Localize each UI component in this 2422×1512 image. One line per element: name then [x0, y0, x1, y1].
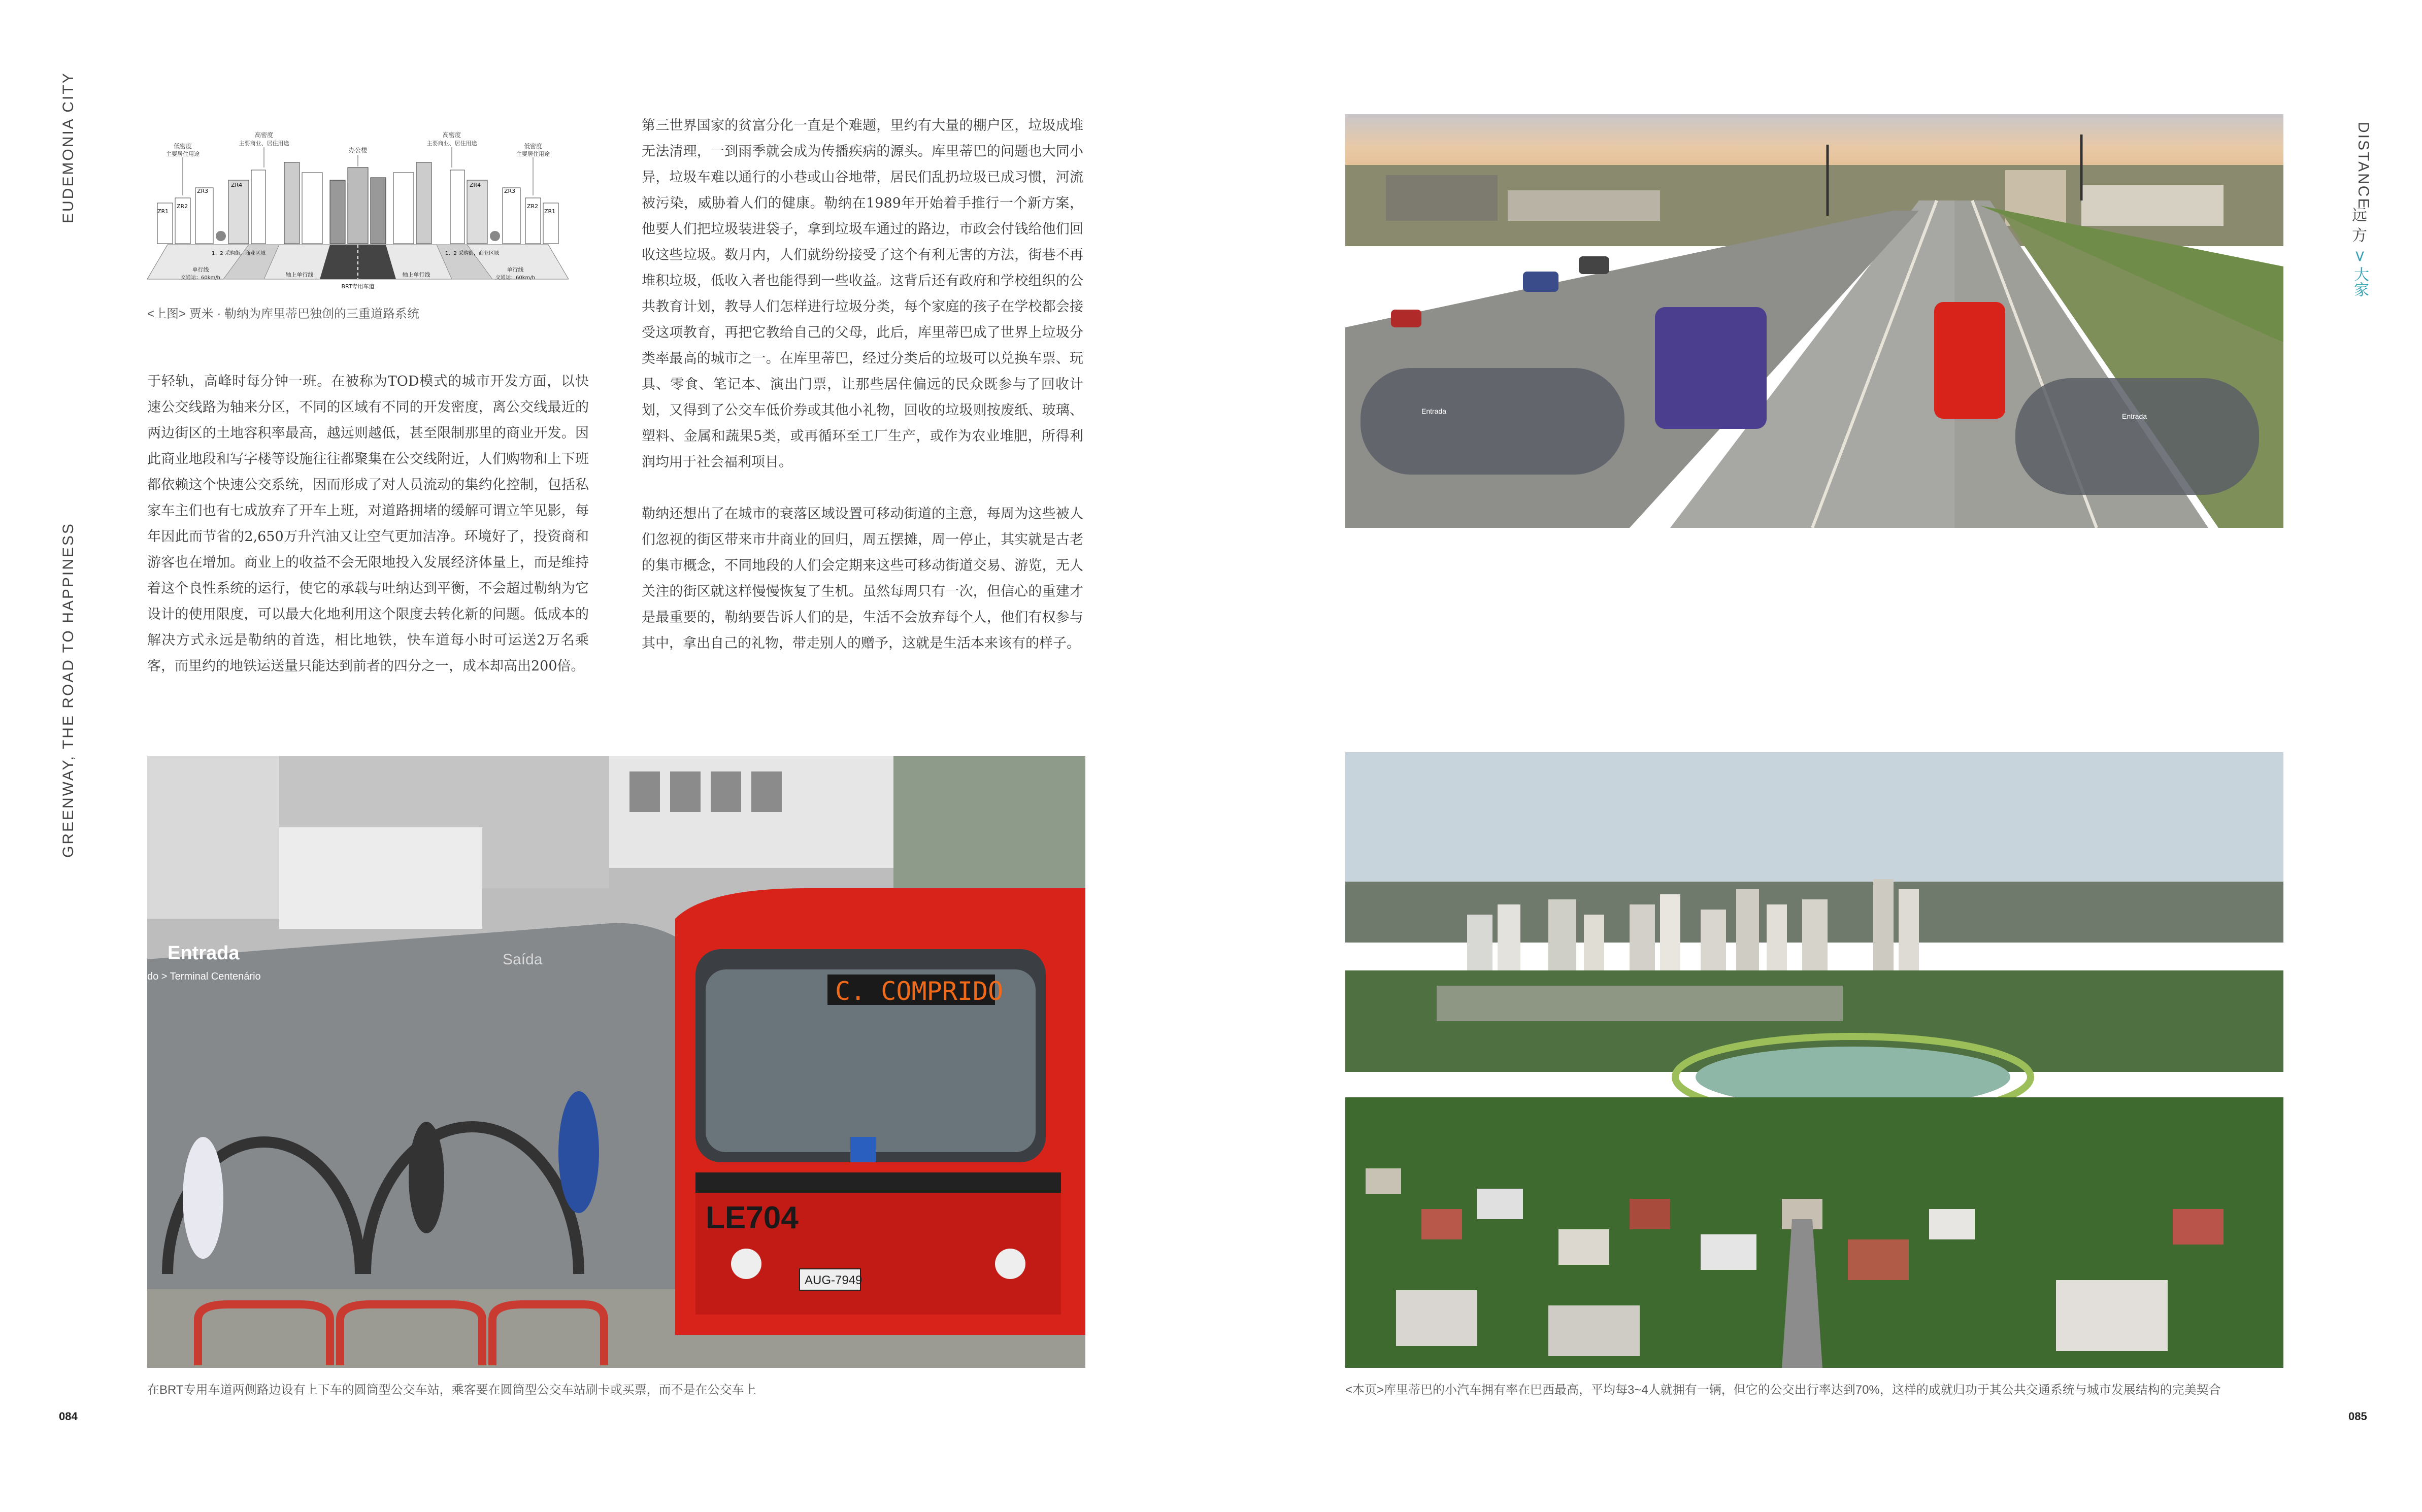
- label-lane-left-2: 轴上单行线: [285, 272, 314, 278]
- zone-zr4-left: ZR4: [231, 182, 243, 188]
- middle-column-paragraph-2: 勒纳还想出了在城市的衰落区域设置可移动街道的主意，每周为这些被人们忽视的街区带来市井商业的回归，周五摆摊，周一停止，其实就是古老的集市概念，不同地段的人们会定期来这些可移动街道交易、游览，无人关注的街区就这样慢慢恢复了生机。虽然每周只有一次，但信心的重建才是最重要的，勒纳要告诉人们的是，生活不会放弃每个人，他们有权参与其中，拿出自己的礼物，带走别人的赠予，这就是生活本来该有的样子。: [642, 506, 1083, 651]
- section-cn-2: 方: [2352, 227, 2367, 245]
- page-number-right: 085: [2348, 1410, 2367, 1423]
- label-low-density-right: 低密度: [523, 143, 543, 150]
- running-head-section-cn: [2349, 206, 2370, 297]
- section-cn-1: 远: [2352, 207, 2367, 224]
- label-low-density-left-sub: 主要居住用途: [166, 151, 200, 157]
- zone-zr3-right: ZR3: [504, 188, 516, 194]
- label-lane-left-1: 单行线: [192, 266, 209, 273]
- section-cn-3: 大家: [2351, 266, 2369, 297]
- aerial-caption: <本页>库里蒂巴的小汽车拥有率在巴西最高，平均每3~4人就拥有一辆，但它的公交出行率达到70%，这样的成就归功于其公共交通系统与城市发展结构的完美契合: [1345, 1383, 2221, 1397]
- zone-zr1-right: ZR1: [544, 208, 556, 215]
- label-low-density-left: 低密度: [173, 143, 192, 150]
- label-road-left: 1、2 采购街，商业区域: [212, 251, 266, 256]
- zone-zr2-left: ZR2: [177, 203, 188, 210]
- left-text-column: [147, 368, 589, 679]
- brt-sign-entrada-left: Entrada: [1421, 407, 1447, 415]
- label-lane-right-2: 轴上单行线: [402, 272, 430, 278]
- diagram-caption: <上图> 贾米 · 勒纳为库里蒂巴独创的三重道路系统: [147, 307, 420, 321]
- label-offices: 办公楼: [348, 147, 368, 154]
- triple-road-diagram-svg: [147, 127, 569, 294]
- bus-plate: AUG-7949: [805, 1273, 862, 1287]
- zone-zr1-left: ZR1: [157, 208, 169, 215]
- label-lane-right-1: 单行线: [507, 266, 524, 273]
- brt-sign-entrada-right: Entrada: [2122, 412, 2147, 420]
- middle-text-column: [642, 113, 1083, 656]
- label-high-density-left-sub: 主要商业、居住用途: [239, 140, 289, 147]
- zone-zr2-right: ZR2: [527, 203, 539, 210]
- label-lane-brt: BRT专用车道: [341, 283, 375, 290]
- zone-zr4-right: ZR4: [470, 182, 481, 188]
- running-head-eudemonia: EUDEMONIA CITY: [60, 72, 77, 223]
- section-cn-arrow: >: [2351, 250, 2369, 263]
- photo-bus-stop: [147, 756, 1085, 1368]
- label-road-right: 1、2 采购街，商业区域: [445, 251, 499, 256]
- label-lane-left-1-sub: 交通运：60km/h: [181, 275, 220, 281]
- triple-road-diagram: [147, 127, 569, 294]
- label-high-density-left: 高密度: [254, 131, 274, 139]
- bus-stop-caption: 在BRT专用车道两侧路边设有上下车的圆筒型公交车站，乘客要在圆筒型公交车站刷卡或买票，而不是在公交车上: [147, 1383, 756, 1397]
- photo-brt-road-svg: [1345, 114, 2283, 528]
- photo-aerial-city: [1345, 752, 2283, 1368]
- running-head-greenway: GREENWAY, THE ROAD TO HAPPINESS: [60, 522, 77, 858]
- label-high-density-right: 高密度: [442, 131, 461, 139]
- bus-number: LE704: [706, 1200, 799, 1235]
- photo-brt-road: [1345, 114, 2283, 528]
- stop-sign-terminal: do > Terminal Centenário: [147, 971, 261, 982]
- page-number-left: 084: [59, 1410, 78, 1423]
- photo-aerial-city-svg: [1345, 752, 2283, 1368]
- running-head-distance: DISTANCE: [2355, 122, 2372, 210]
- stop-sign-entrada: Entrada: [168, 943, 240, 964]
- middle-column-paragraph-1: 第三世界国家的贫富分化一直是个难题，里约有大量的棚户区，垃圾成堆无法清理，一到雨季就会成为传播疾病的源头。库里蒂巴的问题也大同小异，垃圾车难以通行的小巷或山谷地带，居民们乱扔垃圾已成习惯，河流被污染，威胁着人们的健康。勒纳在1989年开始着手推行一个新方案，他要人们把垃圾装进袋子，拿到垃圾车通过的路边，市政会付钱给他们回收这些垃圾。数月内，人们就纷纷接受了这个有利无害的方法，街巷不再堆积垃圾，低收入者也能得到一些收益。这背后还有政府和学校组织的公共教育计划，教导人们怎样进行垃圾分类，每个家庭的孩子在学校都会接受这项教育，再把它教给自己的父母，此后，库里蒂巴成了世界上垃圾分类率最高的城市之一。在库里蒂巴，经过分类后的垃圾可以兑换车票、玩具、零食、笔记本、演出门票，让那些居住偏远的民众既参与了回收计划，又得到了公交车低价券或其他小礼物，回收的垃圾则按废纸、玻璃、塑料、金属和蔬果5类，或再循环至工厂生产，或作为农业堆肥，所得利润均用于社会福利项目。: [642, 118, 1083, 470]
- label-low-density-right-sub: 主要居住用途: [516, 151, 550, 157]
- label-lane-right-1-sub: 交通运：60km/h: [495, 275, 535, 281]
- label-high-density-right-sub: 主要商业、居住用途: [426, 140, 477, 147]
- photo-bus-stop-svg: [147, 756, 1085, 1368]
- stop-sign-saida: Saída: [503, 951, 543, 968]
- bus-destination: C. COMPRIDO: [835, 977, 1004, 1006]
- left-column-paragraph: 于轻轨，高峰时每分钟一班。在被称为TOD模式的城市开发方面，以快速公交线路为轴来分区，不同的区域有不同的开发密度，离公交线最近的两边街区的土地容积率最高，越远则越低，甚至限制那里的商业开发。因此商业地段和写字楼等设施往往都聚集在公交线附近，人们购物和上下班都依赖这个快速公交系统，因而形成了对人员流动的集约化控制，包括私家车主们也有七成放弃了开车上班，对道路拥堵的缓解可谓立竿见影，每年因此而节省的2,650万升汽油又让空气更加洁净。环境好了，投资商和游客也在增加。商业上的收益不会无限地投入发展经济体量上，而是维持着这个良性系统的运行，使它的承载与吐纳达到平衡，不会超过勒纳为它设计的使用限度，可以最大化地利用这个限度去转化新的问题。低成本的解决方式永远是勒纳的首选，相比地铁，快车道每小时可运送2万名乘客，而里约的地铁运送量只能达到前者的四分之一，成本却高出200倍。: [147, 374, 589, 674]
- zone-zr3-left: ZR3: [197, 188, 209, 194]
